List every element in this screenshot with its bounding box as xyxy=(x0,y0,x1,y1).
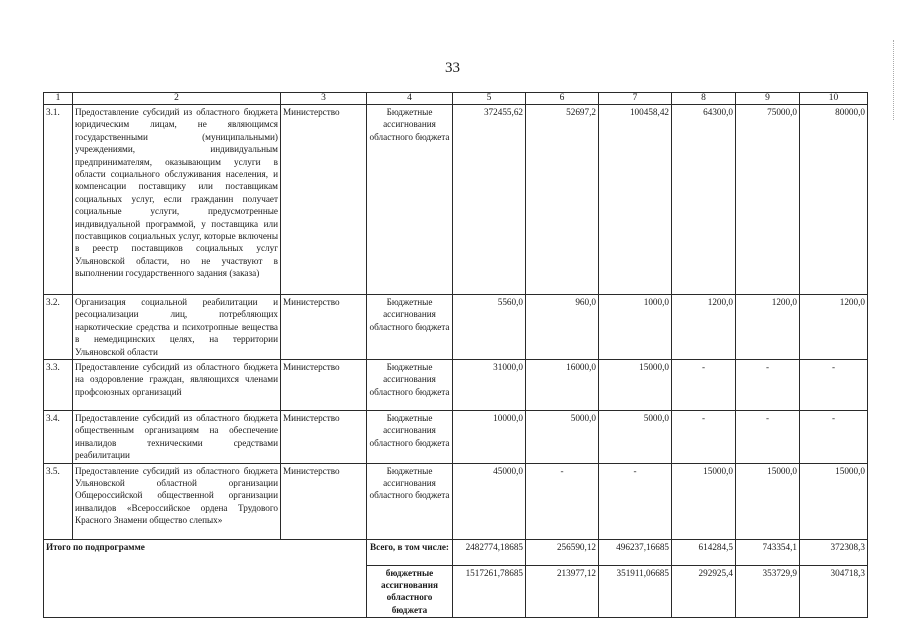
row-number: 3.5. xyxy=(44,463,73,539)
total-all-value: 2482774,18685 xyxy=(453,539,526,565)
row-value-8: 15000,0 xyxy=(672,463,736,539)
total-budget-value: 353729,9 xyxy=(736,565,800,618)
row-value-5: 45000,0 xyxy=(453,463,526,539)
row-value-6: - xyxy=(526,463,599,539)
column-header: 7 xyxy=(599,93,672,105)
margin-mark xyxy=(893,40,895,120)
row-value-10: - xyxy=(800,411,868,464)
row-source: Бюджетные ассигнования областного бюджета xyxy=(367,105,453,295)
total-label: Итого по подпрограмме xyxy=(44,539,367,618)
row-value-8: 64300,0 xyxy=(672,105,736,295)
row-value-9: 75000,0 xyxy=(736,105,800,295)
row-source: Бюджетные ассигнования областного бюджета xyxy=(367,295,453,360)
row-value-8: - xyxy=(672,360,736,411)
row-value-6: 5000,0 xyxy=(526,411,599,464)
row-executor: Министерство xyxy=(281,360,367,411)
page-number: 33 xyxy=(445,60,460,76)
row-executor: Министерство xyxy=(281,463,367,539)
row-value-10: 15000,0 xyxy=(800,463,868,539)
row-description: Предоставление субсидий из областного бюджета общественным организациям на обеспечение инвалидов техническими средствами реабилитации xyxy=(73,411,281,464)
row-source: Бюджетные ассигнования областного бюджета xyxy=(367,463,453,539)
column-header: 6 xyxy=(526,93,599,105)
row-description: Организация социальной реабилитации и ресоциализации лиц, потребляющих наркотические средства и психотропные вещества в немедицинских целях, на территории Ульяновской области xyxy=(73,295,281,360)
total-all-value: 496237,16685 xyxy=(599,539,672,565)
row-value-9: 1200,0 xyxy=(736,295,800,360)
table-row xyxy=(44,105,868,295)
column-header: 1 xyxy=(44,93,73,105)
row-value-5: 372455,62 xyxy=(453,105,526,295)
row-description: Предоставление субсидий из областного бюджета юридическим лицам, не являющимся государственными (муниципальными) учреждениями, индивидуальным предпринимателям, оказывающим услуги в области социального обслуживания населения, и компенсации поставщику или поставщикам социальных услуг, если гражданин получает социальные услуги, предусмотренные индивидуальной программой, у поставщика или поставщиков социальных услуг, которые включены в реестр поставщиков социальных услуг Ульяновской области, но не участвуют в выполнении государственного задания (заказа) xyxy=(73,105,281,295)
total-budget-value: 213977,12 xyxy=(526,565,599,618)
row-value-6: 960,0 xyxy=(526,295,599,360)
column-header: 3 xyxy=(281,93,367,105)
budget-table xyxy=(43,92,868,618)
row-number: 3.3. xyxy=(44,360,73,411)
total-budget-label: бюджетные ассигнования областного бюджета xyxy=(367,565,453,618)
row-value-8: 1200,0 xyxy=(672,295,736,360)
row-executor: Министерство xyxy=(281,411,367,464)
row-value-9: - xyxy=(736,411,800,464)
row-value-5: 10000,0 xyxy=(453,411,526,464)
row-value-7: 5000,0 xyxy=(599,411,672,464)
row-value-6: 52697,2 xyxy=(526,105,599,295)
column-header: 2 xyxy=(73,93,281,105)
column-header: 9 xyxy=(736,93,800,105)
row-value-10: - xyxy=(800,360,868,411)
row-value-7: 15000,0 xyxy=(599,360,672,411)
header-row xyxy=(44,93,868,105)
row-value-9: - xyxy=(736,360,800,411)
total-all-value: 372308,3 xyxy=(800,539,868,565)
total-budget-value: 351911,06685 xyxy=(599,565,672,618)
total-all-value: 256590,12 xyxy=(526,539,599,565)
row-source: Бюджетные ассигнования областного бюджета xyxy=(367,411,453,464)
row-value-9: 15000,0 xyxy=(736,463,800,539)
row-value-6: 16000,0 xyxy=(526,360,599,411)
row-number: 3.4. xyxy=(44,411,73,464)
row-value-7: 100458,42 xyxy=(599,105,672,295)
total-row xyxy=(44,539,868,565)
column-header: 10 xyxy=(800,93,868,105)
row-value-8: - xyxy=(672,411,736,464)
table-row xyxy=(44,295,868,360)
column-header: 5 xyxy=(453,93,526,105)
total-all-value: 743354,1 xyxy=(736,539,800,565)
row-description: Предоставление субсидий из областного бюджета Ульяновской областной организации Общероссийской общественной организации инвалидов «Всероссийское ордена Трудового Красного Знамени общество слепых» xyxy=(73,463,281,539)
row-value-5: 5560,0 xyxy=(453,295,526,360)
total-all-label: Всего, в том числе: xyxy=(367,539,453,565)
column-header: 8 xyxy=(672,93,736,105)
table-row xyxy=(44,411,868,464)
table-row xyxy=(44,463,868,539)
row-value-7: - xyxy=(599,463,672,539)
row-executor: Министерство xyxy=(281,105,367,295)
row-executor: Министерство xyxy=(281,295,367,360)
row-value-7: 1000,0 xyxy=(599,295,672,360)
column-header: 4 xyxy=(367,93,453,105)
row-description: Предоставление субсидий из областного бюджета на оздоровление граждан, являющихся членами профсоюзных организаций xyxy=(73,360,281,411)
row-source: Бюджетные ассигнования областного бюджета xyxy=(367,360,453,411)
total-all-value: 614284,5 xyxy=(672,539,736,565)
row-value-5: 31000,0 xyxy=(453,360,526,411)
table-row xyxy=(44,360,868,411)
row-value-10: 1200,0 xyxy=(800,295,868,360)
total-budget-value: 292925,4 xyxy=(672,565,736,618)
total-budget-value: 304718,3 xyxy=(800,565,868,618)
row-number: 3.2. xyxy=(44,295,73,360)
total-budget-value: 1517261,78685 xyxy=(453,565,526,618)
row-value-10: 80000,0 xyxy=(800,105,868,295)
row-number: 3.1. xyxy=(44,105,73,295)
